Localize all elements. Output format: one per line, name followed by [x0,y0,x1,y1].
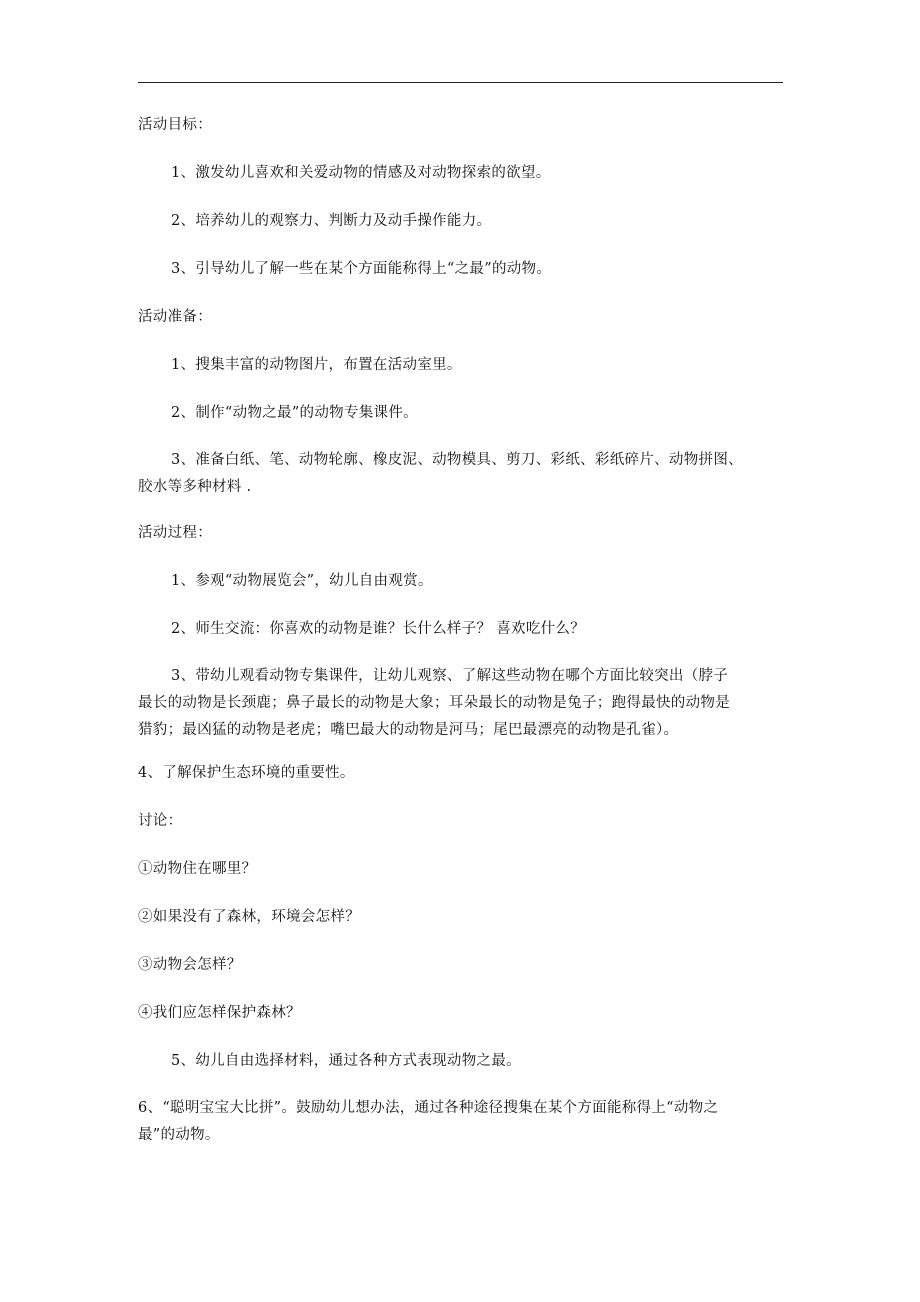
process-step-6-line-1: 6、“聪明宝宝大比拼”。鼓励幼儿想办法，通过各种途径搜集在某个方面能称得上“动物之 [138,1100,719,1116]
discussion-item-2: ②如果没有了森林，环境会怎样？ [138,909,360,925]
preparation-item-2: 2、制作“动物之最”的动物专集课件。 [171,405,418,421]
preparation-item-3 [138,447,790,501]
goal-item-3: 3、引导幼儿了解一些在某个方面能称得上“之最”的动物。 [171,261,552,277]
process-step-5: 5、幼儿自由选择材料，通过各种方式表现动物之最。 [171,1053,521,1069]
discussion-item-4: ④我们应怎样保护森林？ [138,1005,301,1021]
goals-heading: 活动目标： [138,117,212,133]
process-step-2: 2、师生交流：你喜欢的动物是谁？长什么样子？ 喜欢吃什么？ [171,621,586,637]
header-rule [138,82,783,83]
goal-item-2: 2、培养幼儿的观察力、判断力及动手操作能力。 [171,213,492,229]
discussion-item-1: ①动物住在哪里？ [138,861,257,877]
preparation-item-3-line-2: 胶水等多种材料 . [138,479,252,495]
process-step-1: 1、参观“动物展览会”，幼儿自由观赏。 [171,573,433,589]
preparation-heading: 活动准备： [138,309,212,325]
process-step-3-line-1: 3、带幼儿观看动物专集课件，让幼儿观察、了解这些动物在哪个方面比较突出（脖子 [171,668,729,684]
process-heading: 活动过程： [138,525,212,541]
process-step-6 [138,1095,790,1149]
process-step-4: 4、了解保护生态环境的重要性。 [138,765,355,781]
process-step-3-line-2: 最长的动物是长颈鹿；鼻子最长的动物是大象；耳朵最长的动物是兔子；跑得最快的动物是 [138,695,730,711]
process-step-6-line-2: 最”的动物。 [138,1127,220,1143]
preparation-item-3-line-1: 3、准备白纸、笔、动物轮廓、橡皮泥、动物模具、剪刀、彩纸、彩纸碎片、动物拼图、 [171,452,743,468]
process-step-3-line-3: 猎豹；最凶猛的动物是老虎；嘴巴最大的动物是河马；尾巴最漂亮的动物是孔雀）。 [138,722,679,738]
discussion-item-3: ③动物会怎样？ [138,957,242,973]
discussion-heading: 讨论： [138,813,183,829]
preparation-item-1: 1、搜集丰富的动物图片，布置在活动室里。 [171,357,462,373]
process-step-3 [138,663,790,744]
goal-item-1: 1、激发幼儿喜欢和关爱动物的情感及对动物探索的欲望。 [171,165,551,181]
